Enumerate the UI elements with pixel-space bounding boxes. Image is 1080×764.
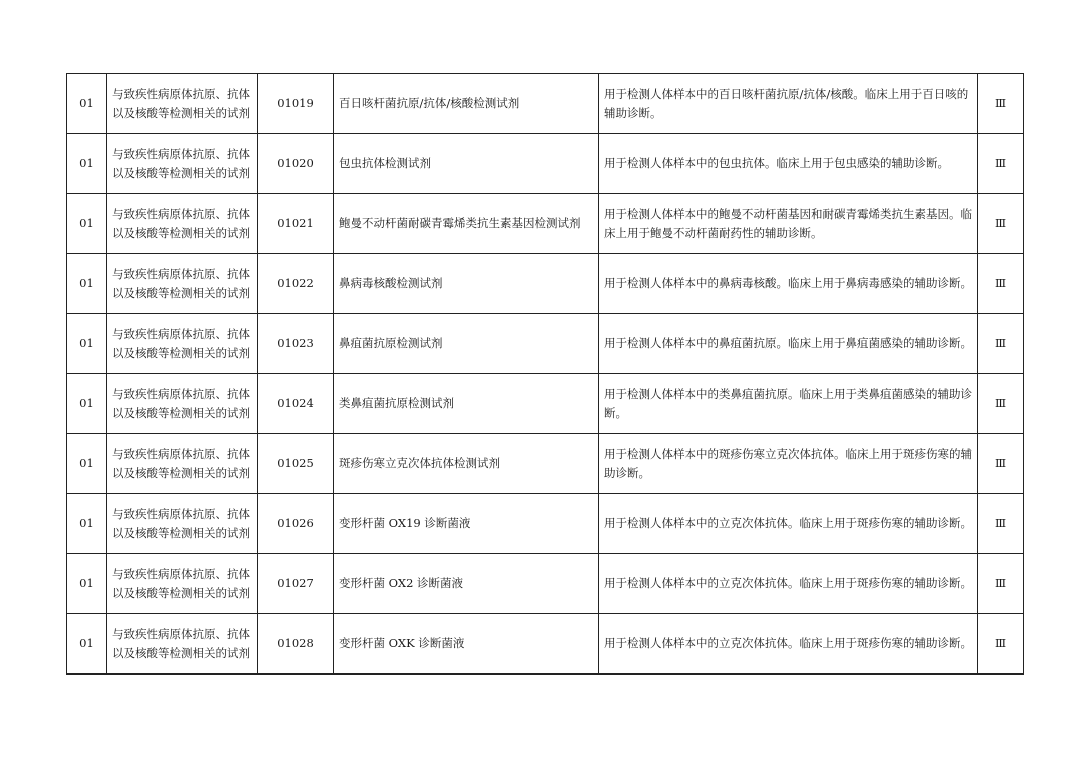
management-level-cell: Ⅲ xyxy=(978,254,1024,314)
product-name-cell: 类鼻疽菌抗原检测试剂 xyxy=(334,374,599,434)
product-name-cell: 鼻疽菌抗原检测试剂 xyxy=(334,314,599,374)
product-name-cell: 变形杆菌 OX2 诊断菌液 xyxy=(334,554,599,614)
management-level-cell: Ⅲ xyxy=(978,74,1024,134)
category-cell: 01 xyxy=(67,614,107,675)
intended-use-cell: 用于检测人体样本中的包虫抗体。临床上用于包虫感染的辅助诊断。 xyxy=(599,134,978,194)
classification-cell: 与致疾性病原体抗原、抗体以及核酸等检测相关的试剂 xyxy=(107,254,258,314)
product-name-cell: 变形杆菌 OXK 诊断菌液 xyxy=(334,614,599,675)
product-name-cell: 变形杆菌 OX19 诊断菌液 xyxy=(334,494,599,554)
code-cell: 01028 xyxy=(258,614,334,675)
product-name-cell: 鲍曼不动杆菌耐碳青霉烯类抗生素基因检测试剂 xyxy=(334,194,599,254)
table-row xyxy=(67,194,1024,254)
table-row xyxy=(67,374,1024,434)
table-row xyxy=(67,434,1024,494)
table-row xyxy=(67,134,1024,194)
table-row xyxy=(67,554,1024,614)
management-level-cell: Ⅲ xyxy=(978,554,1024,614)
intended-use-cell: 用于检测人体样本中的鼻疽菌抗原。临床上用于鼻疽菌感染的辅助诊断。 xyxy=(599,314,978,374)
category-cell: 01 xyxy=(67,254,107,314)
table-row xyxy=(67,314,1024,374)
intended-use-cell: 用于检测人体样本中的鼻病毒核酸。临床上用于鼻病毒感染的辅助诊断。 xyxy=(599,254,978,314)
intended-use-cell: 用于检测人体样本中的斑疹伤寒立克次体抗体。临床上用于斑疹伤寒的辅助诊断。 xyxy=(599,434,978,494)
code-cell: 01027 xyxy=(258,554,334,614)
product-name-cell: 包虫抗体检测试剂 xyxy=(334,134,599,194)
code-cell: 01022 xyxy=(258,254,334,314)
product-name-cell: 鼻病毒核酸检测试剂 xyxy=(334,254,599,314)
intended-use-cell: 用于检测人体样本中的立克次体抗体。临床上用于斑疹伤寒的辅助诊断。 xyxy=(599,494,978,554)
classification-cell: 与致疾性病原体抗原、抗体以及核酸等检测相关的试剂 xyxy=(107,434,258,494)
code-cell: 01021 xyxy=(258,194,334,254)
intended-use-cell: 用于检测人体样本中的立克次体抗体。临床上用于斑疹伤寒的辅助诊断。 xyxy=(599,614,978,675)
code-cell: 01019 xyxy=(258,74,334,134)
management-level-cell: Ⅲ xyxy=(978,194,1024,254)
category-cell: 01 xyxy=(67,194,107,254)
category-cell: 01 xyxy=(67,434,107,494)
code-cell: 01020 xyxy=(258,134,334,194)
table-row xyxy=(67,254,1024,314)
category-cell: 01 xyxy=(67,494,107,554)
intended-use-cell: 用于检测人体样本中的类鼻疽菌抗原。临床上用于类鼻疽菌感染的辅助诊断。 xyxy=(599,374,978,434)
code-cell: 01024 xyxy=(258,374,334,434)
table-row xyxy=(67,494,1024,554)
intended-use-cell: 用于检测人体样本中的百日咳杆菌抗原/抗体/核酸。临床上用于百日咳的辅助诊断。 xyxy=(599,74,978,134)
classification-cell: 与致疾性病原体抗原、抗体以及核酸等检测相关的试剂 xyxy=(107,494,258,554)
code-cell: 01025 xyxy=(258,434,334,494)
management-level-cell: Ⅲ xyxy=(978,134,1024,194)
code-cell: 01026 xyxy=(258,494,334,554)
category-cell: 01 xyxy=(67,374,107,434)
management-level-cell: Ⅲ xyxy=(978,374,1024,434)
management-level-cell: Ⅲ xyxy=(978,434,1024,494)
classification-cell: 与致疾性病原体抗原、抗体以及核酸等检测相关的试剂 xyxy=(107,194,258,254)
category-cell: 01 xyxy=(67,134,107,194)
classification-cell: 与致疾性病原体抗原、抗体以及核酸等检测相关的试剂 xyxy=(107,314,258,374)
management-level-cell: Ⅲ xyxy=(978,314,1024,374)
classification-cell: 与致疾性病原体抗原、抗体以及核酸等检测相关的试剂 xyxy=(107,374,258,434)
intended-use-cell: 用于检测人体样本中的鲍曼不动杆菌基因和耐碳青霉烯类抗生素基因。临床上用于鲍曼不动杆菌耐药性的辅助诊断。 xyxy=(599,194,978,254)
category-cell: 01 xyxy=(67,314,107,374)
classification-cell: 与致疾性病原体抗原、抗体以及核酸等检测相关的试剂 xyxy=(107,74,258,134)
classification-cell: 与致疾性病原体抗原、抗体以及核酸等检测相关的试剂 xyxy=(107,554,258,614)
intended-use-cell: 用于检测人体样本中的立克次体抗体。临床上用于斑疹伤寒的辅助诊断。 xyxy=(599,554,978,614)
table-row xyxy=(67,614,1024,675)
product-name-cell: 斑疹伤寒立克次体抗体检测试剂 xyxy=(334,434,599,494)
management-level-cell: Ⅲ xyxy=(978,494,1024,554)
classification-cell: 与致疾性病原体抗原、抗体以及核酸等检测相关的试剂 xyxy=(107,614,258,675)
catalog-body xyxy=(67,74,1024,675)
category-cell: 01 xyxy=(67,74,107,134)
category-cell: 01 xyxy=(67,554,107,614)
product-name-cell: 百日咳杆菌抗原/抗体/核酸检测试剂 xyxy=(334,74,599,134)
management-level-cell: Ⅲ xyxy=(978,614,1024,675)
table-row xyxy=(67,74,1024,134)
reagent-catalog-table xyxy=(66,73,1024,675)
code-cell: 01023 xyxy=(258,314,334,374)
classification-cell: 与致疾性病原体抗原、抗体以及核酸等检测相关的试剂 xyxy=(107,134,258,194)
